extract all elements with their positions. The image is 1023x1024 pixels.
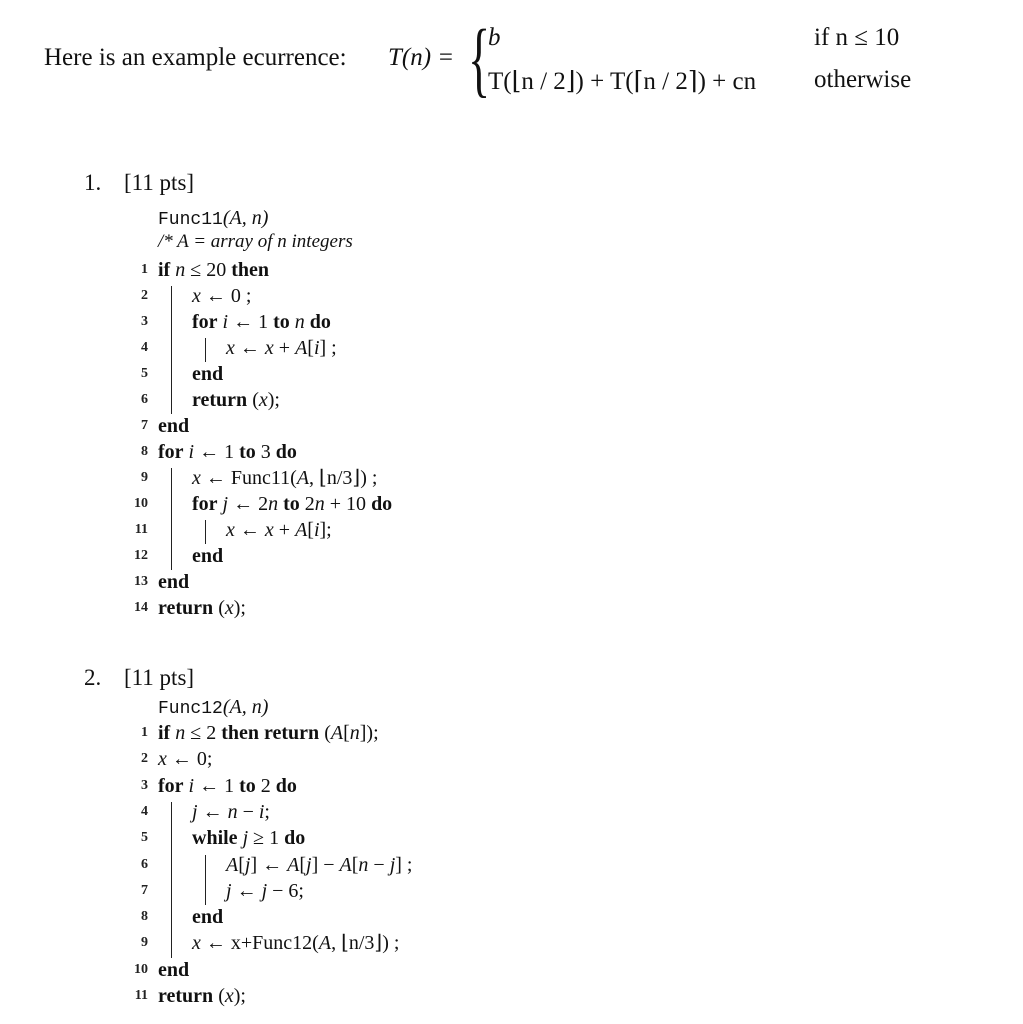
problem-2-heading <box>84 665 194 691</box>
code-line: x ← 0; <box>158 748 213 771</box>
code-line: for i ← 1 to 3 do <box>158 441 297 463</box>
recurrence-case1-condition: if n ≤ 10 <box>814 24 900 51</box>
recurrence-case2-expression: T(⌊n / 2⌋) + T(⌈n / 2⌉) + cn <box>488 68 757 95</box>
line-number: 5 <box>141 366 148 381</box>
problem-number: 2. <box>84 665 102 690</box>
line-number: 4 <box>141 340 148 355</box>
block-indent-bar <box>205 855 206 906</box>
line-number: 6 <box>141 856 148 872</box>
code-line: end <box>158 415 190 437</box>
problem-points: [11 pts] <box>124 665 195 690</box>
line-number: 11 <box>134 988 148 1003</box>
line-number: 12 <box>134 548 148 563</box>
code-line: if n ≤ 20 then <box>158 259 269 281</box>
code-line: x ← x + A[i] ; <box>226 337 337 359</box>
block-indent-bar <box>171 286 172 414</box>
problem-1-heading <box>84 170 194 196</box>
code-line: return (x); <box>158 985 246 1007</box>
recurrence-lhs: T(n) = <box>388 44 455 71</box>
code-line: for j ← 2n to 2n + 10 do <box>192 493 393 515</box>
recurrence-case2-condition: otherwise <box>814 66 912 93</box>
function-signature <box>158 696 268 719</box>
code-line: while j ≥ 1 do <box>192 827 306 850</box>
function-args: (A, n) <box>222 207 269 229</box>
code-line: j ← n − i; <box>192 800 270 823</box>
block-indent-bar <box>205 520 206 544</box>
code-line: for i ← 1 to 2 do <box>158 774 297 797</box>
code-line: x ← x+Func12(A, ⌊n/3⌋) ; <box>192 932 400 955</box>
code-line: end <box>192 363 224 385</box>
line-number: 3 <box>141 777 148 793</box>
recurrence-case1-expression: b <box>488 24 501 51</box>
line-number: 8 <box>141 909 148 925</box>
code-line: x ← x + A[i]; <box>226 519 332 541</box>
code-line: return (x); <box>192 389 280 411</box>
block-indent-bar <box>171 468 172 570</box>
code-line: x ← 0 ; <box>192 285 252 307</box>
line-number: 7 <box>141 882 148 898</box>
line-number: 13 <box>134 574 148 589</box>
line-number: 14 <box>134 600 148 615</box>
line-number: 10 <box>134 496 148 511</box>
function-name: Func11 <box>158 210 223 230</box>
function-comment: /* A = array of n integers <box>158 231 353 252</box>
code-line: return (x); <box>158 597 246 619</box>
code-line: if n ≤ 2 then return (A[n]); <box>158 722 379 744</box>
line-number: 2 <box>141 751 148 767</box>
code-line: A[j] ← A[j] − A[n − j] ; <box>226 853 413 876</box>
recurrence-intro: Here is an example ecurrence: <box>44 44 347 71</box>
code-line: end <box>192 545 224 567</box>
code-line: x ← Func11(A, ⌊n/3⌋) ; <box>192 467 378 489</box>
block-indent-bar <box>205 338 206 362</box>
problem-number: 1. <box>84 170 102 195</box>
line-number: 9 <box>141 935 148 951</box>
line-number: 7 <box>141 418 148 433</box>
code-line: j ← j − 6; <box>226 879 304 902</box>
code-line: end <box>158 571 190 593</box>
line-number: 4 <box>141 803 148 819</box>
line-number: 10 <box>134 961 148 977</box>
line-number: 2 <box>141 288 148 303</box>
code-line: end <box>192 906 224 929</box>
problem-points: [11 pts] <box>124 170 195 195</box>
code-line: end <box>158 958 190 981</box>
line-number: 6 <box>141 392 148 407</box>
line-number: 1 <box>141 725 148 740</box>
function-name: Func12 <box>158 699 223 719</box>
function-args: (A, n) <box>222 696 269 718</box>
line-number: 9 <box>141 470 148 485</box>
code-line: for i ← 1 to n do <box>192 311 331 333</box>
line-number: 3 <box>141 314 148 329</box>
function-signature <box>158 207 268 230</box>
recurrence-brace: { <box>468 13 491 106</box>
line-number: 8 <box>141 444 148 459</box>
line-number: 11 <box>134 522 148 537</box>
block-indent-bar <box>171 802 172 958</box>
line-number: 5 <box>141 830 148 846</box>
line-number: 1 <box>141 262 148 277</box>
